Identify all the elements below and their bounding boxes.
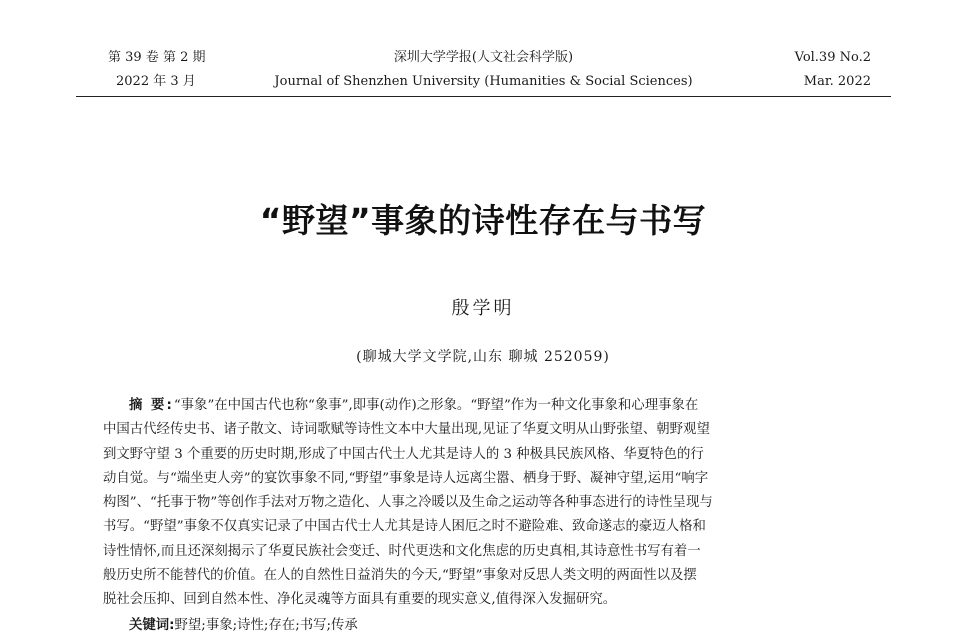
journal-name-zh: 深圳大学学报(人文社会科学版): [393, 50, 574, 65]
author-name: 殷学明: [451, 298, 515, 319]
abstract-label: 摘 要:: [129, 398, 174, 413]
abstract-line: 脱社会压抑、回到自然本性、净化灵魂等方面具有重要的现实意义,值得深入发掘研究。: [103, 592, 617, 608]
issue-volume: 第 39 卷 第 2 期: [108, 50, 206, 65]
abstract-line: 书写。“野望”事象不仅真实记录了中国古代士人尤其是诗人困厄之时不避险难、致命遂志的豪迈人格和: [103, 519, 706, 535]
journal-name-en: Journal of Shenzhen University (Humanities & Social Sciences): [274, 74, 693, 89]
keywords-text: 野望;事象;诗性;存在;书写;传承: [174, 618, 358, 633]
abstract-line: 诗性情怀,而且还深刻揭示了华夏民族社会变迁、时代更迭和文化焦虑的历史真相,其诗意性书写有着一: [103, 543, 701, 559]
issue-volume-en: Vol.39 No.2: [794, 50, 871, 65]
paper-title: “野望”事象的诗性存在与书写: [259, 201, 707, 240]
issue-date-en: Mar. 2022: [803, 74, 871, 89]
abstract-line: 到文野守望 3 个重要的历史时期,形成了中国古代士人尤其是诗人的 3 种极具民族风格、华夏特色的行: [103, 446, 704, 462]
journal-header: [76, 38, 891, 97]
keywords-label: 关键词:: [129, 618, 175, 633]
journal-name: [76, 46, 891, 94]
abstract-line: 动自觉。与“端坐吏人旁”的宴饮事象不同,“野望”事象是诗人远离尘嚣、栖身于野、凝神守望,运用“响字: [103, 470, 709, 486]
author-affiliation: (聊城大学文学院,山东 聊城 252059): [356, 349, 610, 365]
keywords: [129, 614, 358, 633]
abstract-line: 般历史所不能替代的价值。在人的自然性日益消失的今天,“野望”事象对反思人类文明的两面性以及摆: [103, 568, 697, 584]
abstract-line: 中国古代经传史书、诸子散文、诗词歌赋等诗性文本中大量出现,见证了华夏文明从山野张望、朝野观望: [103, 422, 710, 438]
abstract-line: 摘 要:“事象”在中国古代也称“象事”,即事(动作)之形象。“野望”作为一种文化事象和心理事象在: [129, 398, 699, 413]
abstract: [103, 394, 881, 613]
issue-info-en: [795, 46, 871, 94]
issue-date: 2022 年 3 月: [116, 74, 196, 89]
abstract-line: 构图”、“托事于物”等创作手法对万物之造化、人事之冷暖以及生命之运动等各种事态进行的诗性呈现与: [103, 495, 713, 511]
